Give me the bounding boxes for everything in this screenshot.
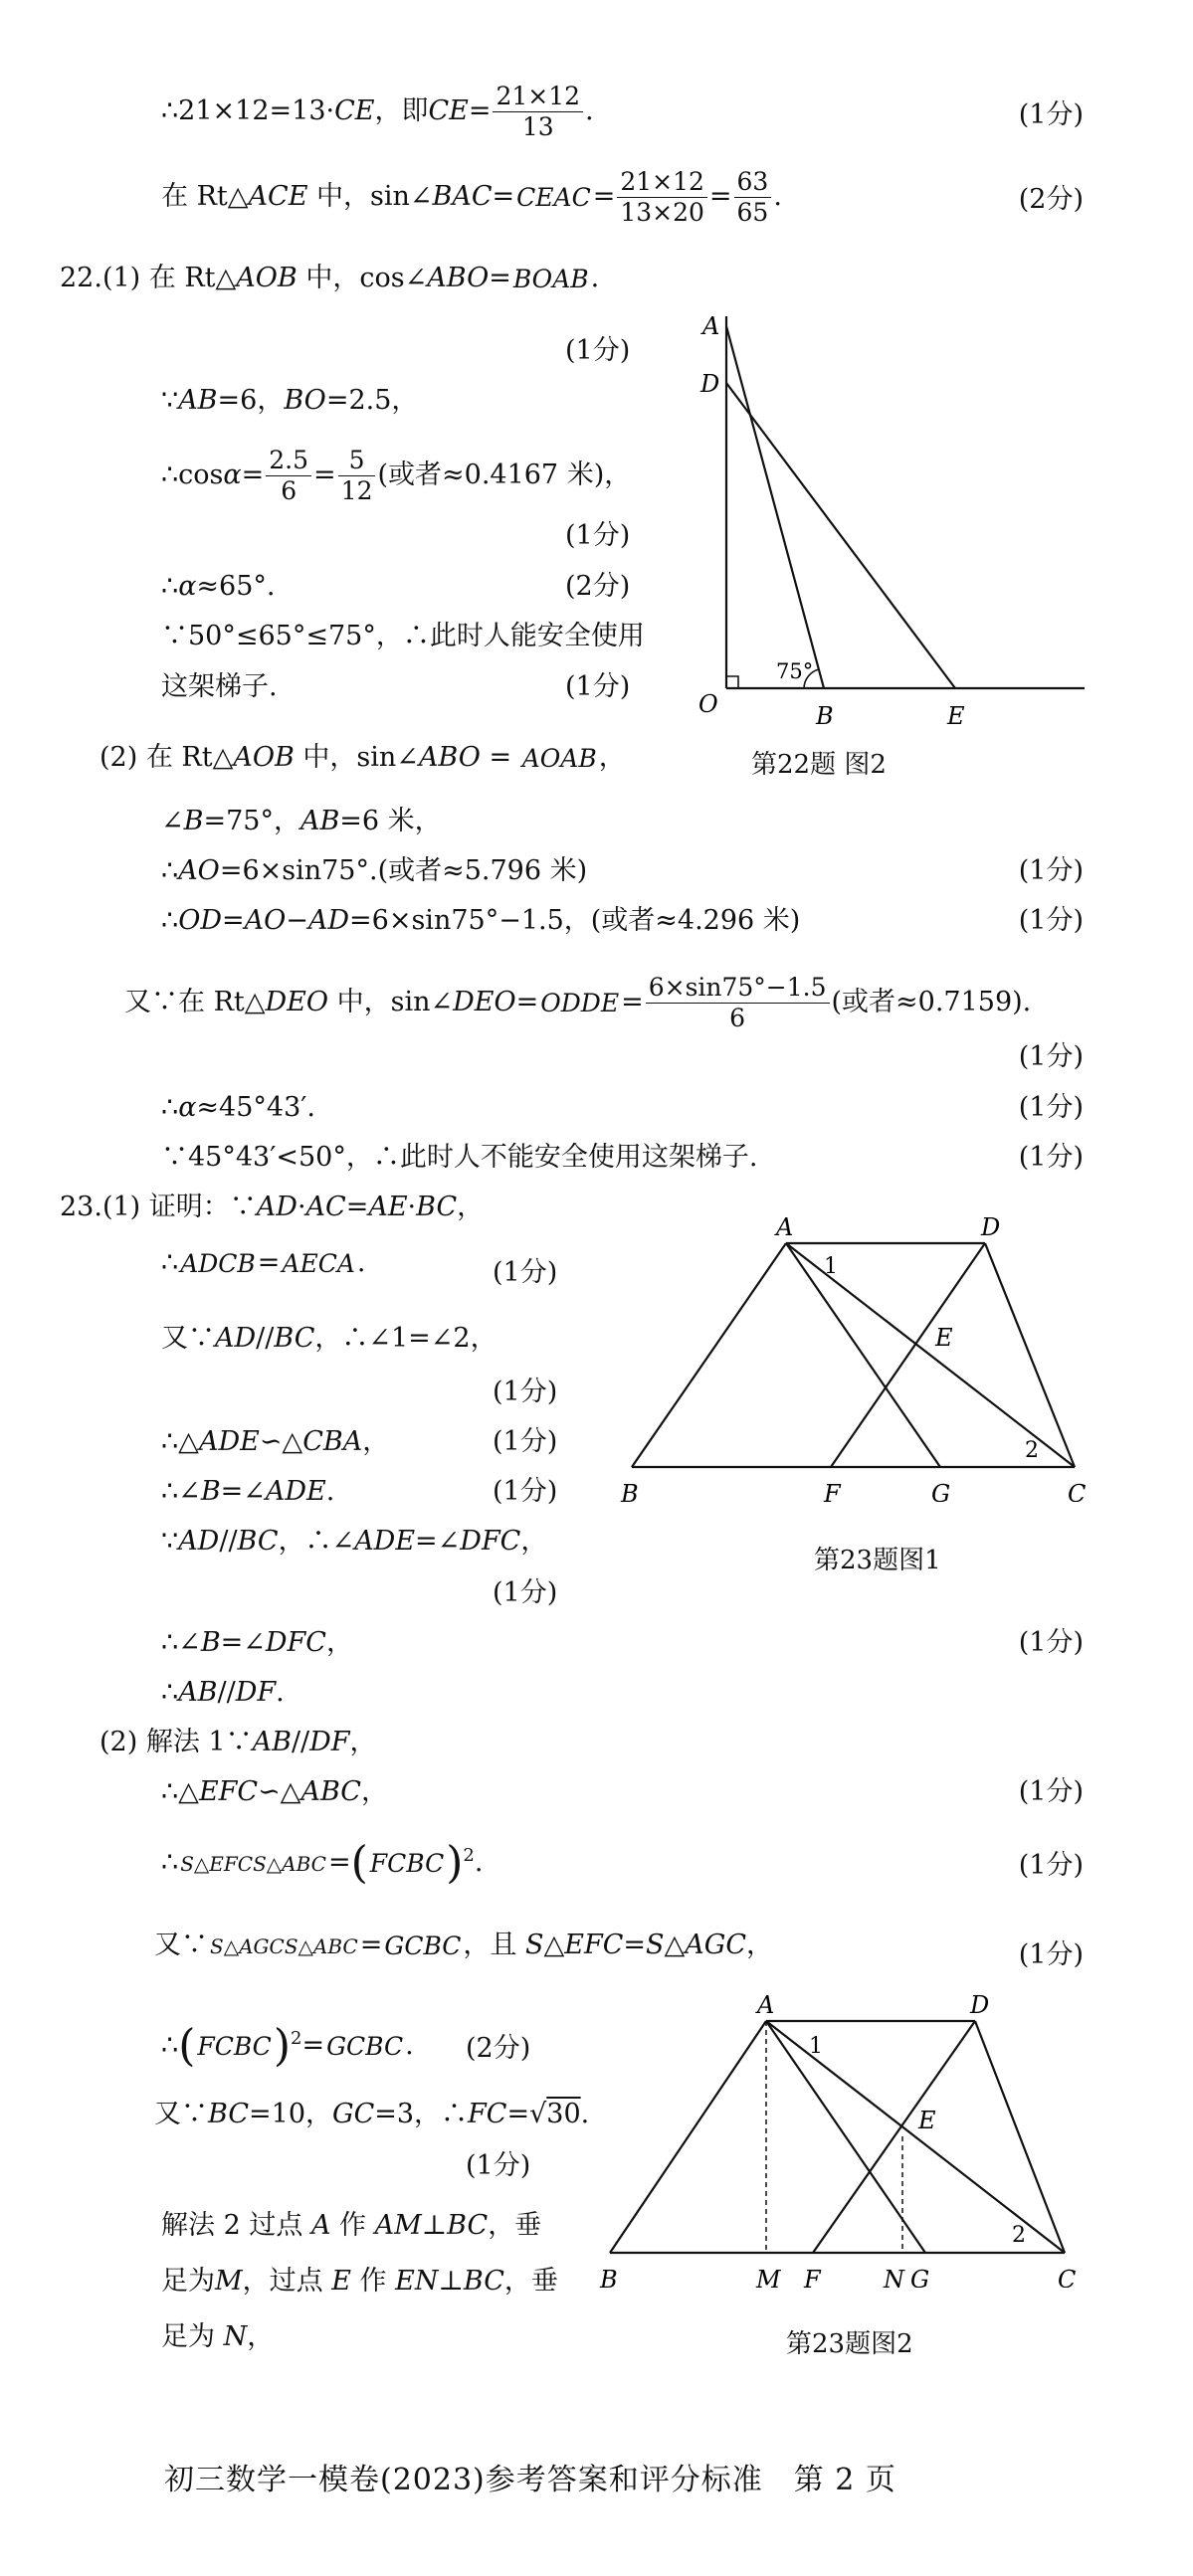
svg-text:N: N [884,2266,904,2288]
q22-part2-line2: ∠B=75°，AB=6 米， [161,806,442,836]
q22-part1-line5: ∵50°≤65°≤75°，∴此时人能安全使用 [161,621,645,651]
score-points: (1分) [1018,905,1084,936]
svg-text:C: C [1058,2266,1077,2288]
figure-23-2-diagram [592,1989,1119,2288]
figure-23-2-caption: 第23题图2 [786,2329,913,2359]
q23-part2-line5: ∴(FCBC)$^2$=GCBC. [161,2020,414,2072]
q23-part1-line7: ∴∠B=∠DFC， [161,1627,353,1658]
q23-part1-line8: ∴AB//DF. [161,1677,285,1708]
q22-part1-line3: ∴cosα= $\frac{2.5}{6}$ = $\frac{5}{12}$ (或者≈0.4167 米)， [161,446,632,505]
svg-text:D: D [981,1213,1001,1241]
label-O: O [698,690,718,718]
svg-text:M: M [756,2266,781,2288]
svg-text:B: B [600,2266,618,2288]
fraction: $\frac{21\times 12}{13}$ [493,82,583,142]
q22-part2-line3: ∴AO=6×sin75°.(或者≈5.796 米) [161,855,588,886]
score-points: (1分) [1018,855,1084,886]
label-B: B [816,702,834,730]
figure-23-1-caption: 第23题图1 [814,1546,941,1575]
q23-part2-line2: ∴△EFC∽△ABC， [161,1776,388,1807]
score-points: (1分) [1018,1041,1084,1072]
q23-part1-line1: 23.(1) 证明：∵AD·AC=AE·BC， [60,1192,485,1222]
svg-text:G: G [910,2266,930,2288]
svg-text:A: A [757,1991,775,2019]
q22-part2-line1: (2) 在 Rt△AOB 中，sin∠ABO = AOAB， [99,742,626,773]
svg-text:2: 2 [1025,1438,1039,1463]
q23-part2-line9: 足为 N， [161,2321,275,2352]
q23-part2-line6: 又∵BC=10，GC=3，∴FC=√30. [154,2099,590,2129]
q22-part2-line5: 又∵在 Rt△DEO 中，sin∠DEO=ODDE= $\frac{6\times\sin 75^\circ-1.5}{6}$ (或者≈0.7159). [124,973,1032,1032]
q23-part2-line4: 又∵ S△AGCS△ABC=GCBC，且 S△EFC=S△AGC， [154,1930,774,1960]
q22-part2-line7: ∵45°43′<50°，∴此时人不能安全使用这架梯子. [161,1142,758,1173]
svg-text:F: F [804,2266,821,2288]
line-sin-bac: 在 Rt△ACE 中，sin∠BAC=CEAC= $\frac{21\times 12}{13\times 20}$ = $\frac{63}{65}$ . [161,167,782,227]
figure-22-caption: 第22题 图2 [751,750,887,780]
score-points: (1分) [1018,1092,1084,1123]
label-angle-75: 75° [776,659,814,683]
svg-text:C: C [1068,1480,1087,1502]
score-points: (1分) [493,1476,558,1507]
q23-part1-line3: 又∵AD//BC，∴∠1=∠2， [161,1323,497,1354]
score-points: (1分) [493,1426,558,1457]
score-points: (1分) [565,520,631,551]
score-points: (1分) [1018,1850,1084,1881]
score-points: (1分) [1018,99,1084,130]
svg-text:B: B [621,1480,639,1502]
label-A: A [702,312,720,340]
score-points: (1分) [493,1577,558,1608]
score-points: (1分) [1018,1776,1084,1807]
label-D: D [700,370,720,398]
score-points: (1分) [493,1377,558,1407]
q22-part2-line4: ∴OD=AO−AD=6×sin75°−1.5，(或者≈4.296 米) [161,905,801,936]
score-points: (1分) [466,2150,531,2181]
svg-text:E: E [918,2107,936,2134]
svg-text:1: 1 [824,1254,838,1279]
score-points: (2分) [466,2033,531,2064]
q23-part2-line1: (2) 解法 1∵AB//DF， [99,1727,377,1757]
score-points: (1分) [565,671,631,702]
svg-text:2: 2 [1012,2223,1026,2248]
svg-text:G: G [931,1480,951,1502]
svg-text:A: A [776,1213,794,1241]
q23-part1-line2: ∴ADCB=AECA. [161,1247,366,1278]
q22-part1-line4: ∴α≈65°. [161,571,276,602]
label-E: E [947,702,965,730]
score-points: (1分) [1018,1627,1084,1658]
q22-part1-line1: 22.(1) 在 Rt△AOB 中，cos∠ABO=BOAB. [60,263,600,293]
score-points: (1分) [565,335,631,366]
q23-part1-line6: ∵AD//BC，∴∠ADE=∠DFC， [161,1526,548,1557]
score-points: (1分) [1018,1142,1084,1173]
score-points: (1分) [1018,1939,1084,1970]
line-ce-value: ∴21×12=13·CE，即CE= $\frac{21\times 12}{13}$ . [161,82,594,141]
score-points: (1分) [493,1257,558,1288]
figure-23-1-diagram [607,1213,1124,1502]
q23-part1-line4: ∴△ADE∽△CBA， [161,1426,390,1457]
q23-part2-line7: 解法 2 过点 A 作 AM⊥BC，垂 [161,2210,542,2241]
q23-part2-line8: 足为M，过点 E 作 EN⊥BC，垂 [161,2266,558,2297]
figure-22-diagram [677,298,1124,756]
svg-text:F: F [824,1480,841,1502]
q22-part1-line2: ∵AB=6，BO=2.5， [161,385,419,416]
q23-part1-line5: ∴∠B=∠ADE. [161,1476,335,1507]
score-points: (2分) [1018,184,1084,215]
svg-text:E: E [935,1324,953,1352]
svg-text:D: D [970,1991,990,2019]
page-footer: 初三数学一模卷(2023)参考答案和评分标准 第 2 页 [164,2463,896,2497]
svg-text:1: 1 [809,2034,823,2059]
q23-part2-line3: ∴ S△EFCS△ABC=(FCBC)$^2$. [161,1837,484,1889]
q22-part2-line6: ∴α≈45°43′. [161,1092,315,1123]
score-points: (2分) [565,571,631,602]
q22-part1-line6: 这架梯子. [161,671,278,702]
